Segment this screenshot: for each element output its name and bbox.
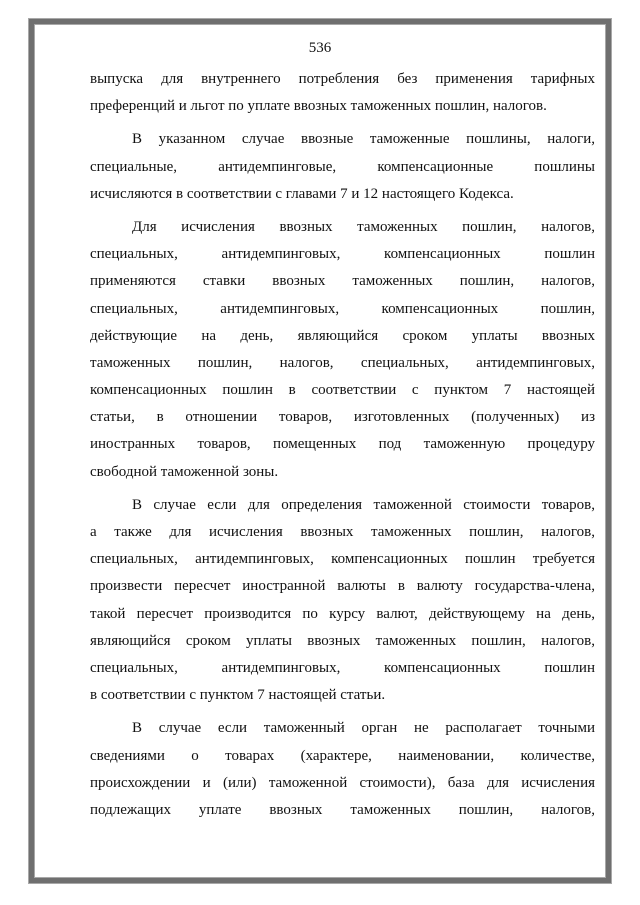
page-number: 536 — [308, 40, 332, 56]
text-line: специальных, антидемпинговых, компенсационных пошлин, — [90, 300, 595, 317]
text-line: преференций и льгот по уплате ввозных таможенных пошлин, налогов. — [90, 98, 547, 115]
text-line: статьи, в отношении товаров, изготовленных (полученных) из — [90, 409, 595, 426]
paragraph — [90, 214, 595, 486]
paragraph — [90, 715, 595, 824]
text-line: свободной таможенной зоны. — [90, 463, 279, 480]
text-line: В указанном случае ввозные таможенные пошлины, налоги, — [132, 131, 595, 148]
text-line: иностранных товаров, помещенных под таможенную процедуру — [90, 436, 595, 453]
text-line: исчисляются в соответствии с главами 7 и 12 настоящего Кодекса. — [90, 185, 514, 202]
text-line: таможенных пошлин, налогов, специальных, антидемпинговых, — [90, 354, 595, 371]
text-line: В случае если таможенный орган не располагает точными — [132, 720, 595, 737]
text-line: произвести пересчет иностранной валюты в валюту государства-члена, — [90, 578, 595, 595]
text-line: специальных, антидемпинговых, компенсационных пошлин требуется — [90, 551, 595, 568]
text-line: специальных, антидемпинговых, компенсационных пошлин — [90, 246, 595, 263]
text-line: выпуска для внутреннего потребления без применения тарифных — [90, 71, 595, 87]
paragraph — [90, 492, 595, 710]
text-line: в соответствии с пунктом 7 настоящей статьи. — [90, 687, 386, 704]
text-line: действующие на день, являющийся сроком уплаты ввозных — [90, 327, 595, 344]
text-line: специальные, антидемпинговые, компенсационные пошлины — [90, 158, 595, 175]
text-line: а также для исчисления ввозных таможенных пошлин, налогов, — [90, 524, 595, 540]
text-line: компенсационных пошлин в соответствии с пунктом 7 настоящей — [90, 382, 595, 399]
text-line: сведениями о товарах (характере, наименовании, количестве, — [90, 747, 595, 764]
text-line: подлежащих уплате ввозных таможенных пошлин, налогов, — [90, 801, 595, 818]
text-line: такой пересчет производится по курсу валют, действующему на день, — [90, 605, 595, 622]
text-line: происхождении и (или) таможенной стоимости), база для исчисления — [90, 774, 595, 791]
text-line: применяются ставки ввозных таможенных пошлин, налогов, — [90, 273, 595, 290]
paragraph — [90, 126, 595, 208]
paragraph — [90, 66, 595, 120]
text-line: являющийся сроком уплаты ввозных таможенных пошлин, налогов, — [90, 632, 595, 649]
document-body — [90, 66, 595, 824]
text-line: специальных, антидемпинговых, компенсационных пошлин — [90, 659, 595, 676]
text-line: Для исчисления ввозных таможенных пошлин, налогов, — [132, 218, 595, 235]
text-line: В случае если для определения таможенной стоимости товаров, — [132, 496, 595, 513]
